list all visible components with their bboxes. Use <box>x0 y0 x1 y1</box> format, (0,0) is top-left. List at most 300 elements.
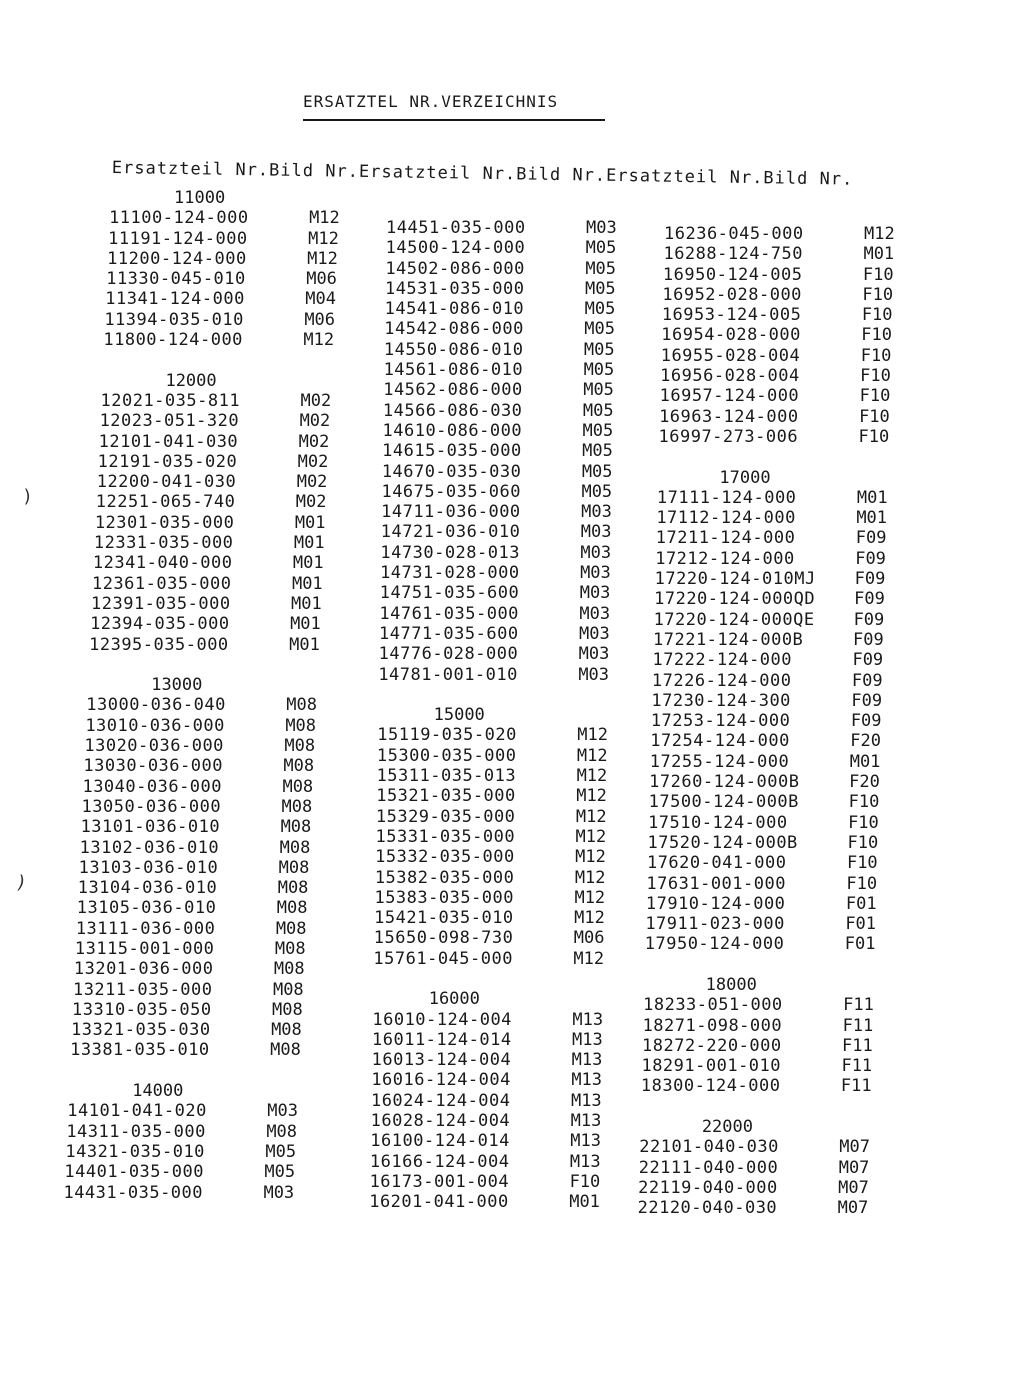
bild-number: M03 <box>578 644 610 665</box>
part-entry <box>64 1162 296 1183</box>
part-entry <box>74 938 306 959</box>
part-number: 22120-040-030 <box>637 1198 778 1219</box>
bild-number: M03 <box>267 1101 298 1122</box>
part-entry <box>645 893 877 914</box>
part-entry <box>637 1198 869 1219</box>
part-number: 14431-035-000 <box>63 1182 204 1203</box>
bild-number: M08 <box>273 959 305 980</box>
part-number: 15311-035-013 <box>376 766 517 787</box>
group-heading: 13000 <box>151 675 203 696</box>
bild-number: M12 <box>575 806 607 827</box>
part-entry <box>371 1070 603 1091</box>
bild-number: F10 <box>862 284 894 305</box>
part-entry <box>642 1035 873 1056</box>
part-number: 13102-036-010 <box>79 837 220 858</box>
part-number: 12191-035-020 <box>97 451 238 472</box>
part-entry <box>97 451 329 472</box>
part-number: 12101-041-030 <box>98 431 239 452</box>
part-entry <box>100 390 332 411</box>
bild-number: F09 <box>852 650 884 671</box>
part-number: 17254-124-000 <box>650 731 790 752</box>
margin-mark: ) <box>16 872 27 893</box>
part-number: 17910-124-000 <box>645 893 786 914</box>
part-entry <box>96 472 328 493</box>
bild-number: M01 <box>289 634 320 655</box>
bild-number: M08 <box>286 695 317 716</box>
part-number: 12395-035-000 <box>89 634 229 655</box>
part-number: 16955-028-004 <box>660 345 801 366</box>
part-number: 13201-036-000 <box>73 959 214 980</box>
bild-number: M01 <box>849 751 881 772</box>
part-entry <box>369 1192 600 1213</box>
part-entry <box>381 461 613 482</box>
part-entry <box>658 426 890 447</box>
part-number: 15321-035-000 <box>376 786 516 807</box>
bild-number: F10 <box>569 1171 601 1192</box>
bild-number: M05 <box>583 380 614 401</box>
part-number: 14781-001-010 <box>378 664 518 685</box>
part-number: 16013-124-004 <box>371 1050 512 1071</box>
bild-number: M05 <box>581 481 613 502</box>
part-number: 16236-045-000 <box>664 224 804 244</box>
part-entry <box>93 533 325 554</box>
bild-number: M05 <box>585 258 617 279</box>
bild-number: M08 <box>270 1040 301 1061</box>
part-number: 14721-036-010 <box>380 522 521 543</box>
part-entry <box>664 224 895 244</box>
part-number: 14502-086-000 <box>385 258 525 279</box>
part-number: 16953-124-005 <box>661 305 802 326</box>
part-entry <box>382 420 614 441</box>
group-heading: 12000 <box>165 370 217 391</box>
part-entry <box>641 1056 873 1077</box>
part-number: 16952-028-000 <box>662 284 802 305</box>
bild-number: M08 <box>275 918 307 939</box>
bild-number: F10 <box>847 832 879 853</box>
part-number: 16011-124-014 <box>372 1029 512 1050</box>
bild-number: F09 <box>854 569 886 590</box>
bild-number: M01 <box>856 508 888 529</box>
part-number: 14561-086-010 <box>383 360 524 381</box>
part-entry <box>659 406 890 427</box>
bild-number: F09 <box>851 690 883 711</box>
bild-number: M13 <box>571 1050 603 1071</box>
part-entry <box>654 569 886 590</box>
part-entry <box>639 1137 870 1158</box>
bild-number: M04 <box>305 289 336 310</box>
bild-number: M03 <box>581 502 612 523</box>
bild-number: M12 <box>576 766 608 787</box>
part-number: 17950-124-000 <box>644 934 785 955</box>
bild-number: M13 <box>569 1151 601 1172</box>
bild-number: M08 <box>276 898 308 919</box>
bild-number: F10 <box>846 873 878 894</box>
part-entry <box>376 766 608 787</box>
part-entry <box>638 1177 869 1198</box>
parts-column-3 <box>637 224 895 1219</box>
part-entry <box>381 481 613 502</box>
bild-number: M01 <box>856 487 888 508</box>
part-entry <box>383 339 615 360</box>
part-number: 12021-035-811 <box>100 390 241 411</box>
bild-number: F10 <box>859 406 890 427</box>
bild-number: M12 <box>577 725 608 746</box>
bild-number: M12 <box>574 887 606 908</box>
bild-number: M08 <box>279 837 311 858</box>
part-entry <box>662 284 894 305</box>
bild-number: M02 <box>298 431 330 452</box>
bild-number: M03 <box>578 664 610 685</box>
part-entry <box>99 411 331 432</box>
part-entry <box>653 609 885 630</box>
part-number: 17510-124-000 <box>648 812 788 833</box>
part-entry <box>377 725 608 746</box>
group-heading: 22000 <box>701 1117 753 1138</box>
parts-column-1 <box>63 188 340 1203</box>
bild-number: M05 <box>582 420 614 441</box>
bild-number: M08 <box>272 999 303 1020</box>
part-number: 17253-124-000 <box>650 711 791 732</box>
part-number: 15331-035-000 <box>375 826 516 847</box>
part-entry <box>90 614 321 635</box>
part-entry <box>647 832 879 853</box>
part-number: 14615-035-000 <box>382 441 522 462</box>
part-entry <box>73 959 305 980</box>
part-entry <box>94 512 326 533</box>
part-entry <box>373 948 605 969</box>
part-number: 14531-035-000 <box>384 278 525 299</box>
part-number: 17226-124-000 <box>651 670 792 691</box>
part-number: 14731-028-000 <box>380 563 520 584</box>
part-entry <box>370 1090 602 1111</box>
bild-number: M07 <box>838 1177 869 1198</box>
bild-number: F20 <box>849 772 880 793</box>
part-number: 13101-036-010 <box>80 817 221 838</box>
part-entry <box>656 508 888 529</box>
part-entry <box>649 772 880 793</box>
bild-number: M01 <box>569 1192 600 1213</box>
part-number: 13111-036-000 <box>75 918 216 939</box>
parts-column-2 <box>369 218 617 1213</box>
part-entry <box>384 319 615 340</box>
bild-number: M01 <box>291 573 323 594</box>
part-entry <box>98 431 330 452</box>
bild-number: M02 <box>299 411 331 432</box>
part-entry <box>66 1121 298 1142</box>
part-entry <box>72 999 303 1020</box>
part-number: 16201-041-000 <box>369 1192 509 1213</box>
part-number: 15383-035-000 <box>374 887 515 908</box>
part-number: 12341-040-000 <box>92 553 233 574</box>
bild-number: M03 <box>580 542 612 563</box>
bild-number: M03 <box>579 583 611 604</box>
bild-number: M05 <box>582 400 614 421</box>
part-number: 15300-035-000 <box>376 745 517 766</box>
part-entry <box>385 258 617 279</box>
bild-number: M12 <box>309 208 340 229</box>
bild-number: F09 <box>851 670 883 691</box>
part-entry <box>371 1050 603 1071</box>
bild-number: M01 <box>863 244 895 265</box>
part-entry <box>386 218 617 238</box>
bild-number: F09 <box>853 609 885 630</box>
part-number: 11800-124-000 <box>103 330 243 351</box>
bild-number: M13 <box>570 1111 602 1132</box>
bild-number: F10 <box>861 305 893 326</box>
part-entry <box>78 857 310 878</box>
part-number: 15329-035-000 <box>375 806 516 827</box>
part-entry <box>71 1020 302 1041</box>
bild-number: M08 <box>272 979 304 1000</box>
part-number: 13103-036-010 <box>78 857 219 878</box>
part-entry <box>381 502 612 523</box>
part-entry <box>651 690 883 711</box>
part-entry <box>67 1101 298 1122</box>
part-number: 16024-124-004 <box>370 1090 511 1111</box>
part-entry <box>376 786 607 807</box>
part-entry <box>662 264 894 285</box>
bild-number: F10 <box>848 792 880 813</box>
part-number: 12331-035-000 <box>93 533 234 554</box>
part-entry <box>648 792 880 813</box>
part-entry <box>75 918 307 939</box>
bild-number: M12 <box>574 867 606 888</box>
bild-number: M12 <box>576 745 608 766</box>
part-entry <box>380 522 612 543</box>
bild-number: M08 <box>285 715 317 736</box>
part-entry <box>663 244 895 265</box>
part-entry <box>382 441 613 462</box>
part-entry <box>91 573 323 594</box>
bild-number: M06 <box>573 928 605 949</box>
bild-number: M13 <box>572 1029 603 1050</box>
part-entry <box>375 826 607 847</box>
bild-number: M01 <box>293 533 325 554</box>
part-entry <box>645 914 877 935</box>
bild-number: M08 <box>266 1121 298 1142</box>
part-number: 17520-124-000B <box>647 832 798 853</box>
part-entry <box>70 1040 301 1061</box>
part-entry <box>649 751 881 772</box>
group-heading: 14000 <box>132 1081 184 1102</box>
column-header-row: Ersatzteil Nr.Bild Nr.Ersatzteil Nr.Bild Nr.Ersatzteil Nr.Bild Nr. <box>111 158 854 190</box>
bild-number: M03 <box>579 603 611 624</box>
part-entry <box>84 736 316 757</box>
part-number: 14562-086-000 <box>383 380 523 401</box>
part-entry <box>103 330 335 351</box>
bild-number: M03 <box>579 623 610 644</box>
bild-number: M12 <box>303 330 335 351</box>
part-number: 17221-124-000B <box>653 629 804 650</box>
part-number: 16173-001-004 <box>369 1171 510 1192</box>
part-number: 17111-124-000 <box>656 487 797 508</box>
group-heading: 11000 <box>174 188 226 208</box>
part-number: 13105-036-010 <box>76 898 217 919</box>
part-number: 13010-036-000 <box>85 715 225 736</box>
part-number: 14670-035-030 <box>381 461 522 482</box>
bild-number: M08 <box>278 857 310 878</box>
part-number: 12394-035-000 <box>90 614 230 635</box>
part-number: 18291-001-010 <box>641 1056 782 1077</box>
bild-number: F09 <box>855 548 886 569</box>
part-number: 14321-035-010 <box>65 1141 205 1162</box>
bild-number: M02 <box>295 492 327 513</box>
part-number: 14550-086-010 <box>383 339 524 360</box>
bild-number: M13 <box>572 1009 604 1030</box>
part-number: 16956-028-004 <box>660 366 800 387</box>
bild-number: M12 <box>307 248 338 269</box>
part-entry <box>383 360 615 381</box>
part-number: 14711-036-000 <box>381 502 521 523</box>
bild-number: F01 <box>845 893 877 914</box>
part-number: 16166-124-004 <box>369 1151 510 1172</box>
part-number: 12391-035-000 <box>91 593 231 614</box>
part-entry <box>106 269 337 290</box>
bild-number: M12 <box>576 786 607 807</box>
part-entry <box>89 634 320 655</box>
part-number: 12301-035-000 <box>94 512 235 533</box>
part-number: 11341-124-000 <box>105 289 245 310</box>
part-entry <box>374 867 606 888</box>
part-entry <box>378 644 610 665</box>
part-entry <box>76 898 308 919</box>
part-number: 12023-051-320 <box>99 411 240 432</box>
part-entry <box>646 873 878 894</box>
part-entry <box>81 796 313 817</box>
part-number: 14761-035-000 <box>379 603 519 624</box>
part-entry <box>642 1015 874 1036</box>
part-number: 14566-086-030 <box>382 400 523 421</box>
bild-number: F10 <box>846 853 878 874</box>
part-number: 14401-035-000 <box>64 1162 204 1183</box>
bild-number: F11 <box>842 1035 873 1056</box>
part-entry <box>379 583 611 604</box>
part-number: 13020-036-000 <box>84 736 224 757</box>
part-number: 17112-124-000 <box>656 508 796 529</box>
part-entry <box>379 603 611 624</box>
bild-number: M01 <box>294 512 326 533</box>
bild-number: M05 <box>584 299 616 320</box>
bild-number: M05 <box>583 360 615 381</box>
bild-number: M03 <box>586 218 617 238</box>
bild-number: M08 <box>284 736 316 757</box>
part-number: 11330-045-010 <box>106 269 246 290</box>
part-number: 16997-273-006 <box>658 426 799 447</box>
part-entry <box>370 1111 602 1132</box>
part-number: 14311-035-000 <box>66 1121 206 1142</box>
part-number: 11191-124-000 <box>108 228 248 249</box>
part-entry <box>79 837 311 858</box>
bild-number: F11 <box>841 1056 873 1077</box>
part-number: 17222-124-000 <box>652 650 793 671</box>
bild-number: M07 <box>839 1137 870 1158</box>
part-number: 15421-035-010 <box>374 908 514 929</box>
part-entry <box>384 299 616 320</box>
part-number: 13115-001-000 <box>74 938 215 959</box>
part-entry <box>648 812 879 833</box>
part-number: 17620-041-000 <box>646 853 787 874</box>
part-entry <box>640 1076 872 1097</box>
bild-number: M05 <box>582 441 613 462</box>
part-entry <box>104 309 336 330</box>
part-entry <box>660 366 891 387</box>
bild-number: M12 <box>864 224 895 244</box>
part-entry <box>63 1182 295 1203</box>
part-number: 13104-036-010 <box>77 878 218 899</box>
part-entry <box>638 1157 870 1178</box>
bild-number: M12 <box>308 228 339 249</box>
part-number: 14541-086-010 <box>384 299 525 320</box>
bild-number: M08 <box>281 796 313 817</box>
part-number: 18300-124-000 <box>640 1076 781 1097</box>
part-entry <box>374 887 606 908</box>
part-entry <box>374 908 605 929</box>
part-number: 22111-040-000 <box>638 1157 779 1178</box>
bild-number: M13 <box>571 1070 603 1091</box>
bild-number: M08 <box>283 756 315 777</box>
bild-number: M05 <box>265 1141 297 1162</box>
bild-number: F10 <box>858 426 890 447</box>
part-number: 11200-124-000 <box>107 248 247 269</box>
bild-number: M08 <box>274 938 306 959</box>
bild-number: M07 <box>838 1157 870 1178</box>
part-number: 18233-051-000 <box>643 995 783 1016</box>
bild-number: M05 <box>584 319 615 340</box>
bild-number: F10 <box>861 325 892 346</box>
part-number: 15382-035-000 <box>374 867 515 888</box>
part-number: 17220-124-000QE <box>653 609 815 630</box>
part-entry <box>654 589 885 610</box>
part-number: 17211-124-000 <box>655 528 796 549</box>
bild-number: F10 <box>860 345 892 366</box>
part-entry <box>80 817 312 838</box>
part-number: 16016-124-004 <box>371 1070 511 1091</box>
part-number: 14101-041-020 <box>67 1101 207 1122</box>
part-number: 16288-124-750 <box>663 244 804 265</box>
bild-number: M02 <box>297 451 329 472</box>
part-number: 12200-041-030 <box>96 472 237 493</box>
bild-number: M03 <box>580 563 611 584</box>
part-entry <box>378 664 610 685</box>
part-number: 15650-098-730 <box>373 928 514 949</box>
part-entry <box>72 979 304 1000</box>
part-number: 22101-040-030 <box>639 1137 779 1158</box>
bild-number: M01 <box>290 614 321 635</box>
page-title: ERSATZTEL NR.VERZEICHNIS <box>303 92 605 121</box>
bild-number: M13 <box>570 1131 601 1152</box>
part-number: 13381-035-010 <box>70 1040 210 1061</box>
bild-number: F11 <box>842 1015 874 1036</box>
part-entry <box>384 278 616 299</box>
part-entry <box>369 1171 601 1192</box>
group-heading: 15000 <box>433 705 485 726</box>
part-entry <box>650 711 882 732</box>
part-number: 13000-036-040 <box>86 695 226 716</box>
part-entry <box>659 386 891 407</box>
bild-number: M08 <box>280 817 312 838</box>
part-entry <box>380 563 611 584</box>
part-number: 11394-035-010 <box>104 309 244 330</box>
bild-number: M06 <box>306 269 337 290</box>
bild-number: F10 <box>862 264 894 285</box>
bild-number: F09 <box>855 528 887 549</box>
part-number: 15332-035-000 <box>375 847 515 868</box>
bild-number: F10 <box>860 366 891 387</box>
part-entry <box>655 528 887 549</box>
part-entry <box>661 325 892 346</box>
bild-number: F09 <box>854 589 885 610</box>
bild-number: M05 <box>264 1162 296 1183</box>
